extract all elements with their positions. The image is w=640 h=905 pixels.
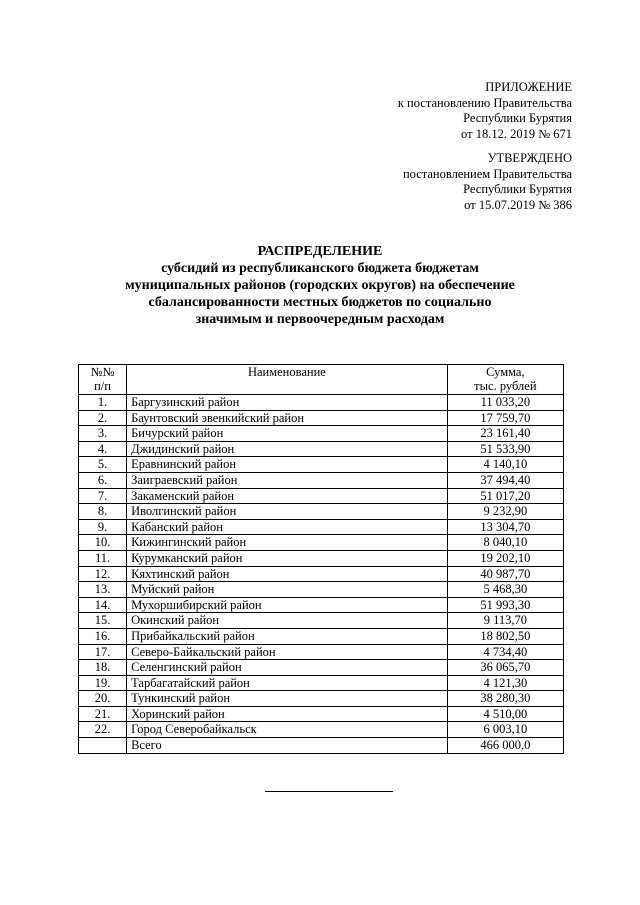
row-name: Город Северобайкальск [127, 722, 448, 738]
approved-date-number: от 15.07.2019 № 386 [464, 197, 572, 212]
header-sum [447, 365, 563, 395]
header-sum-line1: Сумма, [486, 365, 525, 379]
row-name: Тарбагатайский район [127, 675, 448, 691]
title-line: сбалансированности местных бюджетов по социально [148, 295, 492, 310]
row-name: Тункинский район [127, 691, 448, 707]
row-name: Иволгинский район [127, 504, 448, 520]
table-row [79, 675, 564, 691]
row-sum: 9 113,70 [447, 613, 563, 629]
table-row [79, 706, 564, 722]
table-row [79, 660, 564, 676]
approved-line: постановлением Правительства [402, 166, 572, 181]
row-number: 20. [79, 691, 127, 707]
row-name: Окинский район [127, 613, 448, 629]
row-number: 11. [79, 550, 127, 566]
table-row [79, 457, 564, 473]
row-number: 21. [79, 706, 127, 722]
distribution-table [78, 364, 564, 754]
row-sum: 36 065,70 [447, 660, 563, 676]
title-heading: РАСПРЕДЕЛЕНИЕ [257, 244, 383, 259]
table-body [79, 395, 564, 754]
row-name: Джидинский район [127, 441, 448, 457]
table-row [79, 613, 564, 629]
row-sum: 51 017,20 [447, 488, 563, 504]
table-header-row [79, 365, 564, 395]
table-row [79, 722, 564, 738]
row-sum: 4 140,10 [447, 457, 563, 473]
row-number: 2. [79, 410, 127, 426]
row-sum: 37 494,40 [447, 472, 563, 488]
title-line: субсидий из республиканского бюджета бюджетам [161, 261, 479, 276]
table-row [79, 691, 564, 707]
row-number: 3. [79, 426, 127, 442]
row-number: 15. [79, 613, 127, 629]
row-name: Кижингинский район [127, 535, 448, 551]
row-name: Кяхтинский район [127, 566, 448, 582]
table-row [79, 426, 564, 442]
row-name: Бичурский район [127, 426, 448, 442]
annex-line: Республики Бурятия [463, 111, 572, 125]
table-row [79, 504, 564, 520]
annex-line: к постановлению Правительства [397, 95, 572, 110]
row-sum: 5 468,30 [447, 582, 563, 598]
row-number: 22. [79, 722, 127, 738]
row-number: 1. [79, 395, 127, 411]
annex-date-number: от 18.12. 2019 № 671 [461, 126, 572, 141]
row-number: 17. [79, 644, 127, 660]
row-number: 4. [79, 441, 127, 457]
row-name: Хоринский район [127, 706, 448, 722]
table-row [79, 535, 564, 551]
title-line: значимым и первоочередным расходам [195, 312, 445, 327]
row-sum: 40 987,70 [447, 566, 563, 582]
row-sum: 13 304,70 [447, 519, 563, 535]
row-name: Селенгинский район [127, 660, 448, 676]
row-name: Северо-Байкальский район [127, 644, 448, 660]
row-number: 8. [79, 504, 127, 520]
row-sum: 23 161,40 [447, 426, 563, 442]
row-sum: 17 759,70 [447, 410, 563, 426]
row-sum: 38 280,30 [447, 691, 563, 707]
table-row [79, 519, 564, 535]
table-row [79, 441, 564, 457]
header-number-line1: №№ [90, 365, 115, 379]
table-row [79, 472, 564, 488]
row-name: Прибайкальский район [127, 628, 448, 644]
table-total-row [79, 738, 564, 754]
title-line: муниципальных районов (городских округов) на обеспечение [125, 278, 515, 293]
row-number: 9. [79, 519, 127, 535]
table-row [79, 410, 564, 426]
row-sum: 4 734,40 [447, 644, 563, 660]
total-sum: 466 000,0 [447, 738, 563, 754]
total-number [79, 738, 127, 754]
row-number: 10. [79, 535, 127, 551]
row-sum: 19 202,10 [447, 550, 563, 566]
row-sum: 4 121,30 [447, 675, 563, 691]
table-row [79, 628, 564, 644]
row-sum: 8 040,10 [447, 535, 563, 551]
row-number: 6. [79, 472, 127, 488]
row-sum: 11 033,20 [447, 395, 563, 411]
row-name: Баунтовский эвенкийский район [127, 410, 448, 426]
row-number: 7. [79, 488, 127, 504]
document-title [60, 243, 580, 328]
footer-divider [265, 791, 393, 792]
row-name: Баргузинский район [127, 395, 448, 411]
table-row [79, 644, 564, 660]
row-number: 13. [79, 582, 127, 598]
row-sum: 9 232,90 [447, 504, 563, 520]
table-row [79, 550, 564, 566]
header-sum-line2: тыс. рублей [474, 378, 537, 393]
approved-title: УТВЕРЖДЕНО [487, 151, 572, 165]
row-sum: 51 993,30 [447, 597, 563, 613]
table-row [79, 395, 564, 411]
row-name: Муйский район [127, 582, 448, 598]
table-row [79, 582, 564, 598]
row-number: 19. [79, 675, 127, 691]
row-number: 14. [79, 597, 127, 613]
approved-line: Республики Бурятия [463, 182, 572, 196]
row-number: 12. [79, 566, 127, 582]
table-row [79, 597, 564, 613]
row-number: 18. [79, 660, 127, 676]
header-number [79, 365, 127, 395]
row-sum: 51 533,90 [447, 441, 563, 457]
row-sum: 4 510,00 [447, 706, 563, 722]
row-name: Закаменский район [127, 488, 448, 504]
row-sum: 6 003,10 [447, 722, 563, 738]
row-name: Курумканский район [127, 550, 448, 566]
row-name: Заиграевский район [127, 472, 448, 488]
table-row [79, 566, 564, 582]
annex-block [398, 80, 572, 142]
row-name: Мухоршибирский район [127, 597, 448, 613]
row-sum: 18 802,50 [447, 628, 563, 644]
header-name: Наименование [127, 365, 448, 395]
row-name: Еравнинский район [127, 457, 448, 473]
row-name: Кабанский район [127, 519, 448, 535]
approved-block [403, 151, 572, 213]
header-number-line2: п/п [94, 378, 111, 393]
table-row [79, 488, 564, 504]
row-number: 5. [79, 457, 127, 473]
row-number: 16. [79, 628, 127, 644]
total-label: Всего [127, 738, 448, 754]
annex-title: ПРИЛОЖЕНИЕ [485, 80, 572, 94]
